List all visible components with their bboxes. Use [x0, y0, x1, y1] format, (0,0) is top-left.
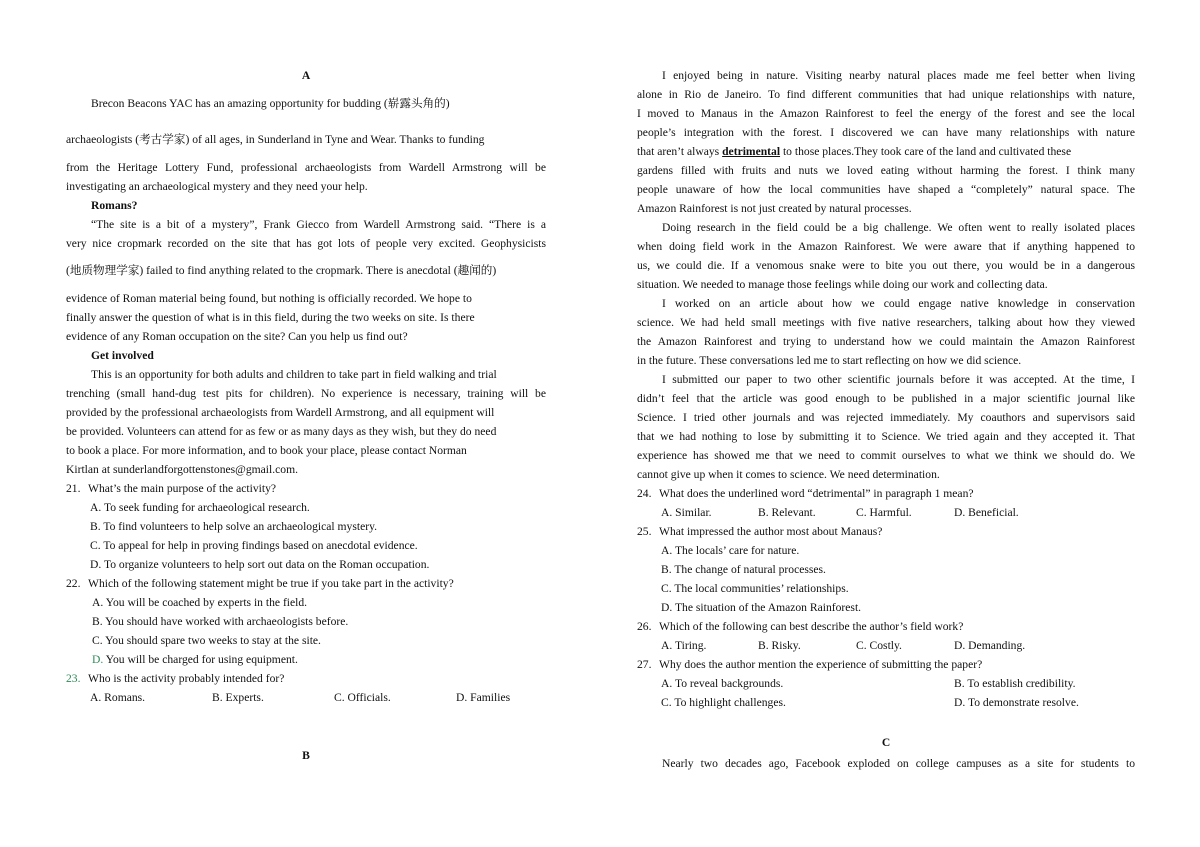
- question-number: 21.: [66, 482, 81, 495]
- r-p3-line-4: in the future. These conversations led me to start reflecting on how we did science.: [637, 354, 1022, 367]
- option-21c: C. To appeal for help in proving findings based on anecdotal evidence.: [90, 539, 418, 552]
- question-text: Which of the following statement might be true if you take part in the activity?: [88, 577, 454, 590]
- question-22: [66, 577, 546, 591]
- option-23b: B. Experts.: [212, 691, 264, 704]
- p2-line-4: evidence of Roman material being found, but nothing is officially recorded. We hope to: [66, 292, 472, 305]
- question-text: Which of the following can best describe the author’s field work?: [659, 620, 964, 633]
- r-p1-line-2: alone in Rio de Janeiro. To find different communities that had unique relationships with nature,: [637, 88, 1135, 101]
- question-text: Why does the author mention the experience of submitting the paper?: [659, 658, 983, 671]
- intro-line-2: archaeologists (考古学家) of all ages, in Sunderland in Tyne and Wear. Thanks to funding: [66, 133, 485, 146]
- r-p2-line-4: situation. We needed to manage those feelings while doing our work and collecting data.: [637, 278, 1048, 291]
- option-27d: D. To demonstrate resolve.: [954, 696, 1079, 709]
- p3-line-2: trenching (small hand-dug test pits for children). No experience is necessary, training will be: [66, 387, 546, 400]
- option-27c: C. To highlight challenges.: [661, 696, 786, 709]
- question-text: What’s the main purpose of the activity?: [88, 482, 277, 495]
- question-number: 23.: [66, 672, 81, 685]
- option-21d: D. To organize volunteers to help sort out data on the Roman occupation.: [90, 558, 430, 571]
- question-25: [637, 525, 1135, 539]
- option-24b: B. Relevant.: [758, 506, 816, 519]
- option-21b: B. To find volunteers to help solve an archaeological mystery.: [90, 520, 378, 533]
- intro-line-3: from the Heritage Lottery Fund, professional archaeologists from Wardell Armstrong will be: [66, 161, 546, 174]
- p2-line-6: evidence of any Roman occupation on the site? Can you help us find out?: [66, 330, 408, 343]
- p3-line-6: Kirtlan at sunderlandforgottenstones@gmail.com.: [66, 463, 298, 476]
- r-p4-line-2: didn’t feel that the article was good enough to be published in a major scientific journal like: [637, 392, 1135, 405]
- question-number: 24.: [637, 487, 652, 500]
- option-25b: B. The change of natural processes.: [661, 563, 826, 576]
- r-p1-line-5: [637, 145, 1135, 159]
- option-22a: A. You will be coached by experts in the field.: [92, 596, 308, 609]
- r-p1-line-3: I moved to Manaus in the Amazon Rainforest to feel the energy of the forest and see the local: [637, 107, 1135, 120]
- option-25c: C. The local communities’ relationships.: [661, 582, 849, 595]
- question-23: [66, 672, 546, 686]
- p2-line-1: “The site is a bit of a mystery”, Frank Giecco from Wardell Armstrong said. “There is a: [91, 218, 546, 231]
- option-26b: B. Risky.: [758, 639, 801, 652]
- question-26: [637, 620, 1135, 634]
- question-27: [637, 658, 1135, 672]
- heading-get-involved: Get involved: [91, 349, 154, 362]
- option-text: You will be charged for using equipment.: [103, 653, 298, 666]
- option-22c: C. You should spare two weeks to stay at the site.: [92, 634, 321, 647]
- question-text: What impressed the author most about Manaus?: [659, 525, 883, 538]
- question-text: Who is the activity probably intended for?: [88, 672, 285, 685]
- r-p1-line-6: gardens filled with fruits and nuts we loved eating without harming the forest. I think many: [637, 164, 1135, 177]
- r-p3-line-3: the Amazon Rainforest and trying to understand how we could maintain the Amazon Rainforest: [637, 335, 1135, 348]
- question-number: 27.: [637, 658, 652, 671]
- r-p4-line-1: I submitted our paper to two other scientific journals before it was accepted. At the time, I: [662, 373, 1135, 386]
- option-22d: [66, 653, 546, 667]
- text-run: to those places.They took care of the land and cultivated these: [780, 145, 1072, 158]
- r-p4-line-6: cannot give up when it comes to science. We need determination.: [637, 468, 940, 481]
- option-25a: A. The locals’ care for nature.: [661, 544, 800, 557]
- question-24: [637, 487, 1135, 501]
- question-text: What does the underlined word “detrimental” in paragraph 1 mean?: [659, 487, 974, 500]
- p3-line-1: This is an opportunity for both adults and children to take part in field walking and trial: [91, 368, 497, 381]
- option-26a: A. Tiring.: [661, 639, 707, 652]
- r-p3-line-2: science. We had held small meetings with five native researchers, talking about how they viewed: [637, 316, 1135, 329]
- c-first-line: Nearly two decades ago, Facebook exploded on college campuses as a site for students to: [662, 757, 1135, 770]
- underlined-word: detrimental: [722, 145, 781, 158]
- r-p2-line-2: when doing field work in the Amazon Rainforest. We were aware that if anything happened to: [637, 240, 1135, 253]
- p2-line-5: finally answer the question of what is in this field, during the two weeks on site. Is there: [66, 311, 475, 324]
- question-number: 22.: [66, 577, 81, 590]
- section-b-title: B: [302, 749, 310, 762]
- option-22b: B. You should have worked with archaeologists before.: [92, 615, 349, 628]
- heading-romans: Romans?: [91, 199, 138, 212]
- r-p4-line-3: Science. I tried other journals and was rejected immediately. My coauthors and supervisors said: [637, 411, 1135, 424]
- option-23a: A. Romans.: [90, 691, 146, 704]
- p3-line-3: provided by the professional archaeologists from Wardell Armstrong, and all equipment will: [66, 406, 495, 419]
- p2-line-2: very nice cropmark recorded on the site that has got lots of people very excited. Geophysicists: [66, 237, 546, 250]
- option-27b: B. To establish credibility.: [954, 677, 1076, 690]
- option-23d: D. Families: [456, 691, 511, 704]
- option-24d: D. Beneficial.: [954, 506, 1019, 519]
- p3-line-4: be provided. Volunteers can attend for as few or as many days as they wish, but they do need: [66, 425, 497, 438]
- r-p4-line-4: that we had nothing to lose by submitting it to Science. We tried again and they accepted it. That: [637, 430, 1135, 443]
- question-number: 26.: [637, 620, 652, 633]
- intro-line-4: investigating an archaeological mystery and they need your help.: [66, 180, 368, 193]
- option-26d: D. Demanding.: [954, 639, 1026, 652]
- r-p4-line-5: experience has showed me that we need to commit ourselves to what we think we should do. We: [637, 449, 1135, 462]
- text-run: that aren’t always: [637, 145, 723, 158]
- section-c-title: C: [881, 736, 891, 749]
- p3-line-5: to book a place. For more information, and to book your place, please contact Norman: [66, 444, 467, 457]
- option-25d: D. The situation of the Amazon Rainforest.: [661, 601, 862, 614]
- intro-line-1: Brecon Beacons YAC has an amazing opportunity for budding (崭露头角的): [91, 97, 450, 110]
- r-p2-line-3: us, we could die. If a venomous snake were to bite you out there, you would be in a dangerous: [637, 259, 1135, 272]
- option-27a: A. To reveal backgrounds.: [661, 677, 784, 690]
- option-letter: D.: [92, 653, 104, 666]
- r-p2-line-1: Doing research in the field could be a big challenge. We often went to really isolated places: [662, 221, 1135, 234]
- option-23c: C. Officials.: [334, 691, 391, 704]
- section-a-title: A: [301, 69, 311, 82]
- r-p1-line-1: I enjoyed being in nature. Visiting nearby natural places made me feel better when living: [662, 69, 1135, 82]
- r-p1-line-7: people unaware of how the local communities have shaped a “completely” natural space. The: [637, 183, 1135, 196]
- r-p1-line-8: Amazon Rainforest is not just created by natural processes.: [637, 202, 912, 215]
- option-24c: C. Harmful.: [856, 506, 912, 519]
- option-24a: A. Similar.: [661, 506, 712, 519]
- option-26c: C. Costly.: [856, 639, 902, 652]
- p2-line-3: (地质物理学家) failed to find anything related to the cropmark. There is anecdotal (趣闻的): [66, 264, 497, 277]
- r-p1-line-4: people’s integration with the forest. I discovered we can have many relationships with nature: [637, 126, 1135, 139]
- question-number: 25.: [637, 525, 652, 538]
- r-p3-line-1: I worked on an article about how we could engage native knowledge in conservation: [662, 297, 1135, 310]
- question-21: [66, 482, 546, 496]
- option-21a: A. To seek funding for archaeological research.: [90, 501, 310, 514]
